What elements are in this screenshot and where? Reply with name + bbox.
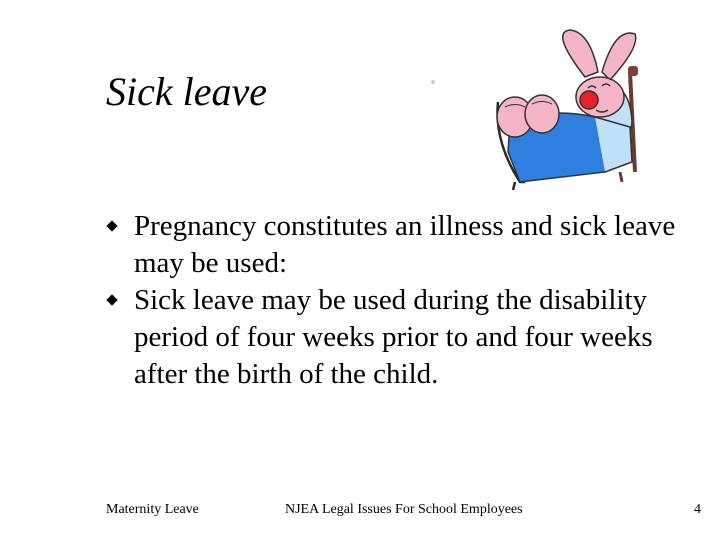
bullet-text: Pregnancy constitutes an illness and sick leave may be used: (134, 210, 676, 279)
footer-center-text: NJEA Legal Issues For School Employees (285, 502, 523, 517)
diamond-bullet-icon (106, 220, 117, 231)
bullet-text: Sick leave may be used during the disability period of four weeks prior to and four weeks after the birth of the child. (134, 284, 653, 390)
footer-left-text: Maternity Leave (106, 502, 199, 517)
bullet-item (106, 208, 706, 282)
sick-bunny-in-bed-icon (480, 22, 640, 192)
page-number: 4 (694, 502, 701, 517)
bullet-list (106, 208, 706, 393)
diamond-bullet-icon (106, 294, 117, 305)
decorative-dot (431, 80, 435, 84)
bullet-item (106, 282, 706, 393)
slide-title: Sick leave (106, 69, 267, 114)
